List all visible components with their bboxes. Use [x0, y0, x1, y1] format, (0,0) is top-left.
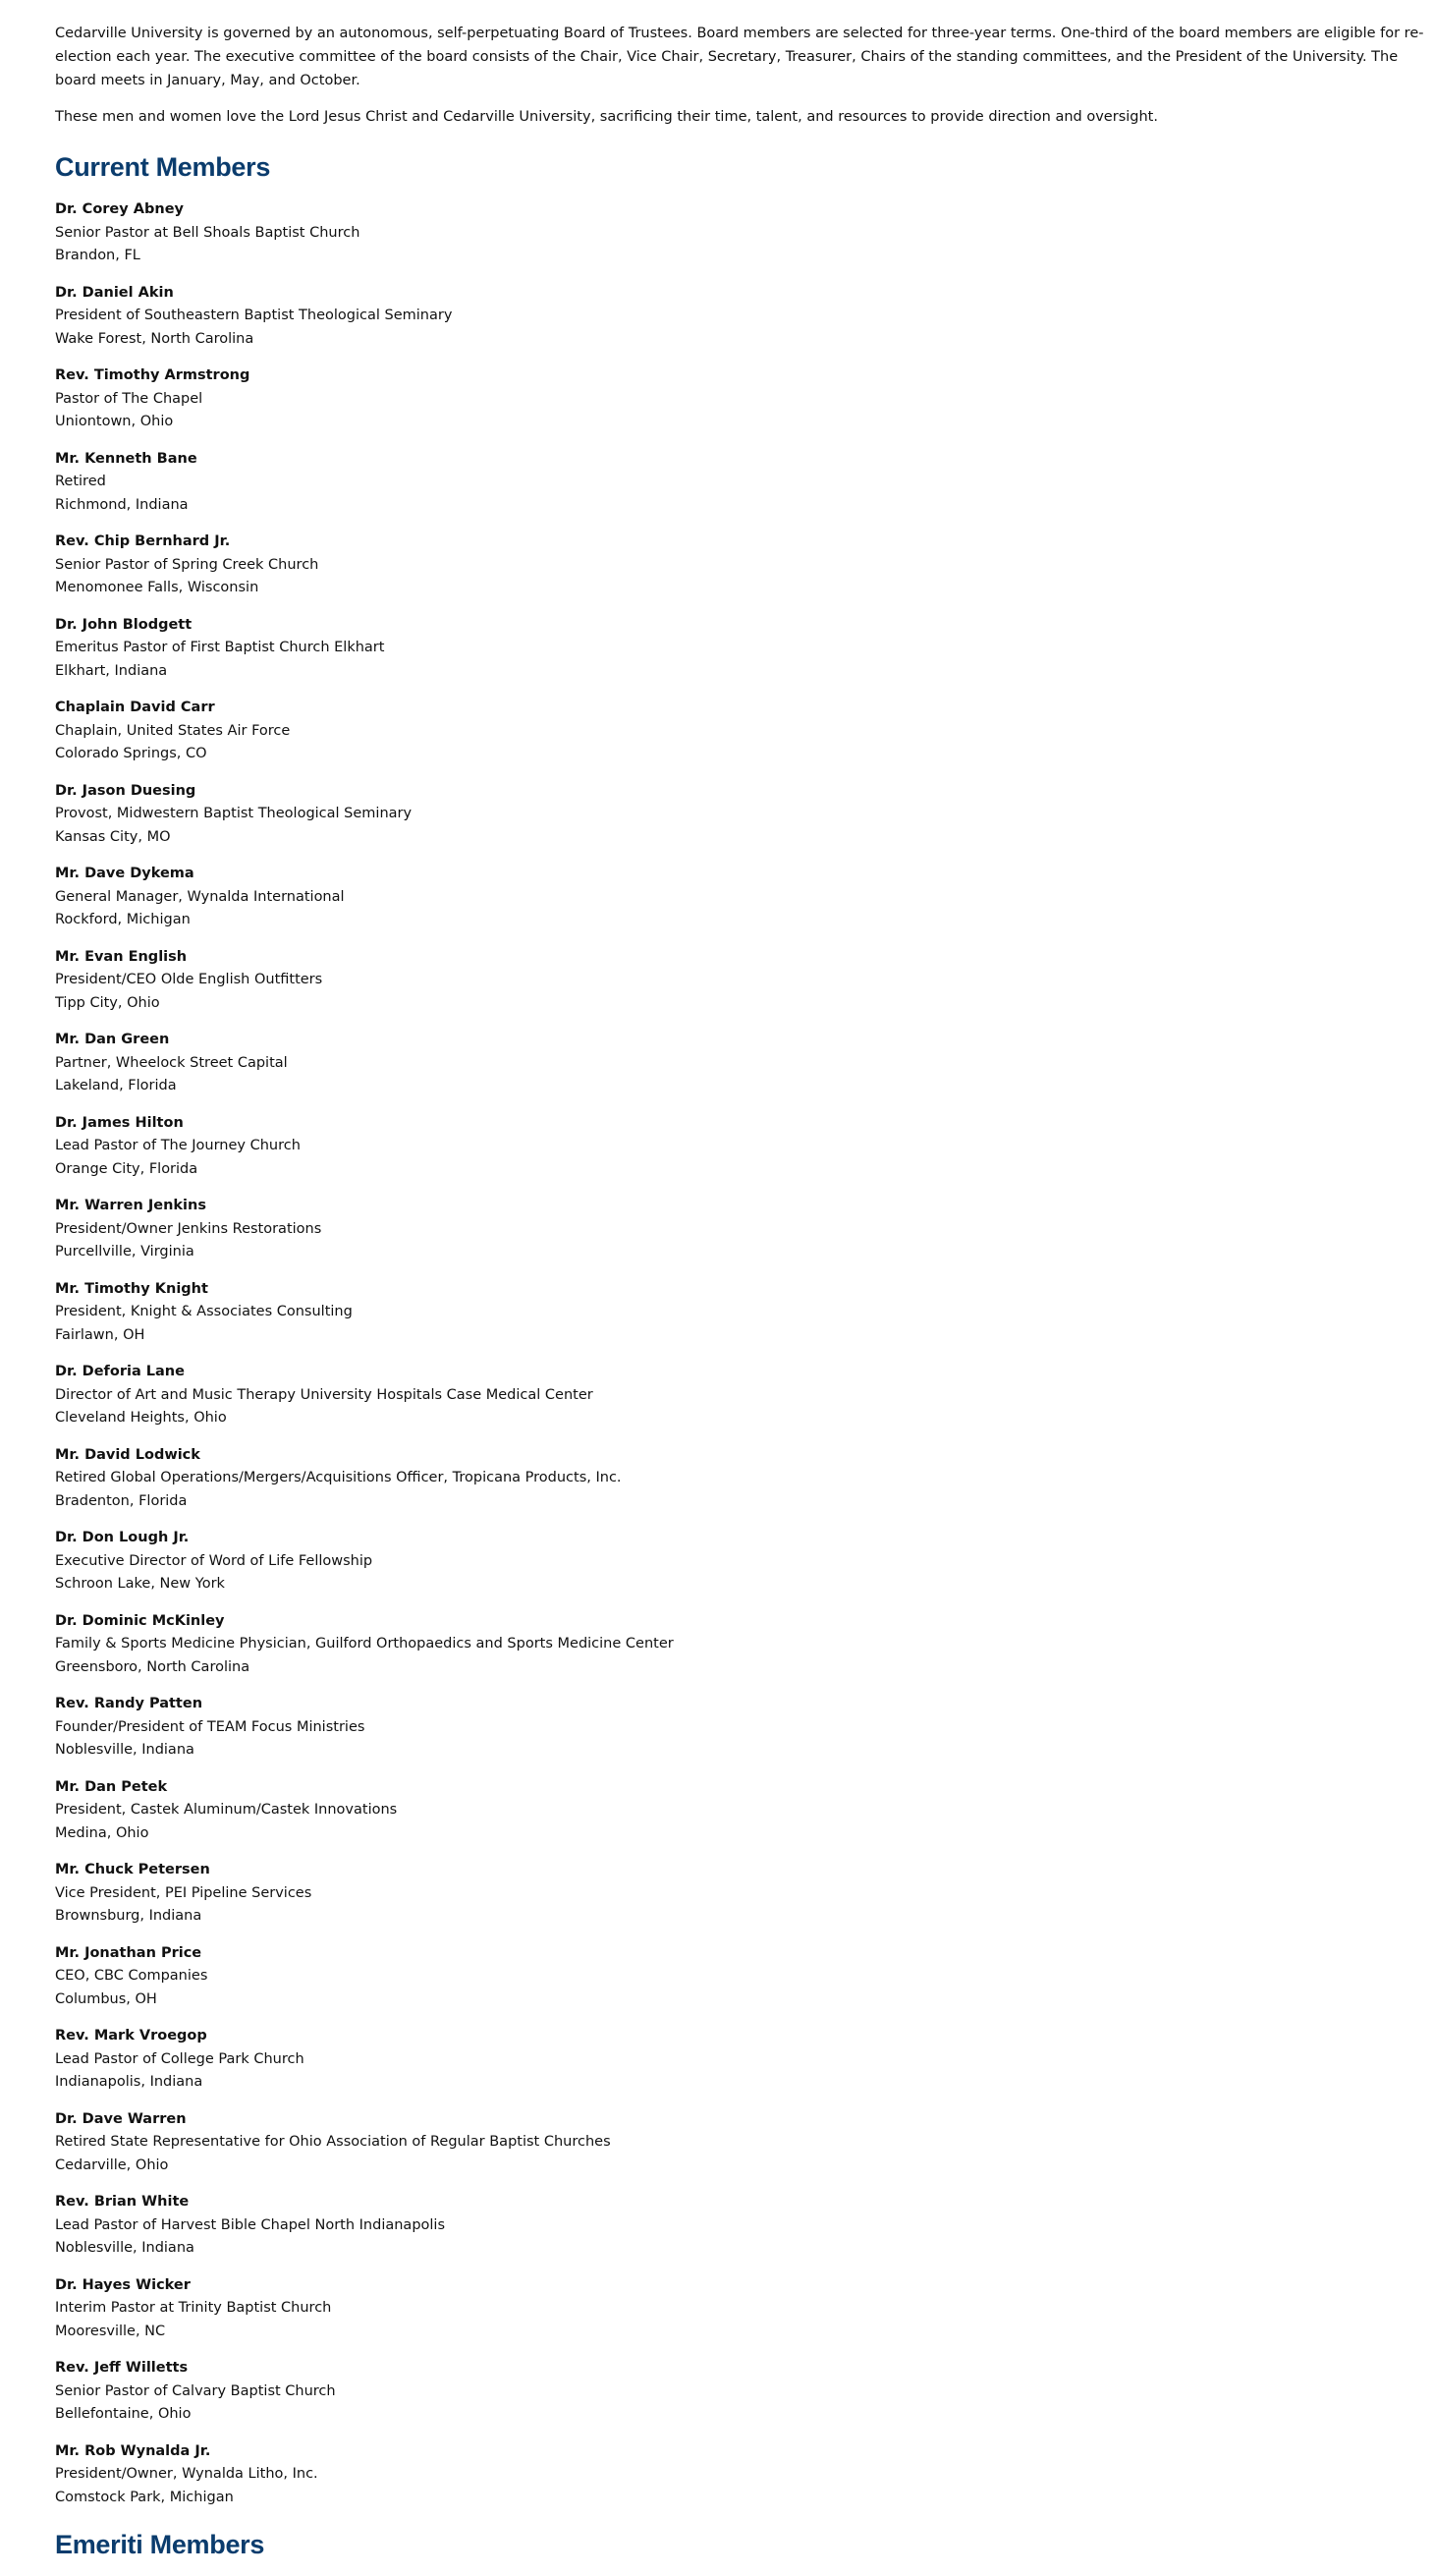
current-members-heading: Current Members — [55, 152, 271, 182]
member-entry — [55, 946, 1430, 1030]
member-name: Dr. Dave Warren — [55, 2110, 187, 2127]
member-title: Retired State Representative for Ohio Association of Regular Baptist Churches — [55, 2134, 611, 2150]
member-name: Mr. Dan Petek — [55, 1778, 168, 1795]
member-location: Kansas City, MO — [55, 828, 171, 845]
member-location: Fairlawn, OH — [55, 1326, 145, 1343]
member-name: Rev. Randy Patten — [55, 1696, 203, 1711]
member-location: Bellefontaine, Ohio — [55, 2406, 192, 2422]
member-location: Greensboro, North Carolina — [55, 1658, 250, 1675]
member-name: Dr. Don Lough Jr. — [55, 1530, 190, 1545]
member-entry — [55, 1029, 1430, 1112]
member-location: Lakeland, Florida — [55, 1078, 177, 1093]
member-entry — [55, 1693, 1430, 1776]
member-entry — [55, 780, 1430, 864]
member-title: Chaplain, United States Air Force — [55, 722, 291, 739]
member-location: Medina, Ohio — [55, 1824, 149, 1841]
member-location: Rockford, Michigan — [55, 912, 191, 927]
member-title: Interim Pastor at Trinity Baptist Church — [55, 2300, 332, 2316]
member-location: Tipp City, Ohio — [55, 994, 160, 1011]
member-title: Executive Director of Word of Life Fellowship — [55, 1552, 373, 1569]
member-location: Noblesville, Indiana — [55, 1742, 194, 1758]
member-title: Senior Pastor at Bell Shoals Baptist Church — [55, 224, 360, 241]
member-title: Retired Global Operations/Mergers/Acquisitions Officer, Tropicana Products, Inc. — [55, 1470, 622, 1485]
intro-paragraph-mission: These men and women love the Lord Jesus Christ and Cedarville University, sacrificing their time, talent, and resources to provide direction and oversight. — [55, 109, 1158, 125]
member-title: CEO, CBC Companies — [55, 1968, 208, 1984]
member-title: President, Castek Aluminum/Castek Innovations — [55, 1802, 398, 1818]
member-location: Uniontown, Ohio — [55, 414, 174, 429]
member-title: President/Owner, Wynalda Litho, Inc. — [55, 2466, 318, 2482]
member-name: Mr. Chuck Petersen — [55, 1862, 210, 1877]
member-title: Senior Pastor of Spring Creek Church — [55, 556, 319, 573]
emeriti-members-heading: Emeriti Members — [55, 2530, 265, 2559]
member-location: Columbus, OH — [55, 1990, 157, 2007]
intro-paragraph-governance: Cedarville University is governed by an autonomous, self-perpetuating Board of Trustees. Board members are selected for three-year terms. One-third of the board members are eligible for re-election each year. The executive committee of the board consists of the Chair, Vice Chair, Secretary, Treasurer, Chairs of the standing committees, and the President of the University. The board meets in January, May, and October. — [55, 26, 1424, 88]
member-name: Dr. Corey Abney — [55, 201, 184, 217]
member-name: Mr. Warren Jenkins — [55, 1198, 206, 1213]
member-location: Purcellville, Virginia — [55, 1244, 194, 1260]
member-location: Brownsburg, Indiana — [55, 1908, 202, 1924]
member-name: Rev. Chip Bernhard Jr. — [55, 533, 231, 549]
page-content — [55, 22, 1430, 2576]
member-location: Wake Forest, North Carolina — [55, 330, 254, 347]
member-entry — [55, 2440, 1430, 2524]
member-name: Mr. Kenneth Bane — [55, 450, 197, 467]
member-title: Lead Pastor of Harvest Bible Chapel North Indianapolis — [55, 2216, 446, 2233]
member-location: Indianapolis, Indiana — [55, 2074, 203, 2090]
member-location: Elkhart, Indiana — [55, 662, 168, 679]
member-name: Mr. Jonathan Price — [55, 1944, 202, 1961]
member-title: President/Owner Jenkins Restorations — [55, 1220, 322, 1237]
member-location: Comstock Park, Michigan — [55, 2489, 234, 2505]
member-entry — [55, 1112, 1430, 1196]
member-name: Mr. Timothy Knight — [55, 1280, 208, 1297]
member-title: Retired — [55, 474, 106, 489]
member-entry — [55, 2108, 1430, 2192]
member-entry — [55, 614, 1430, 698]
member-entry — [55, 2191, 1430, 2274]
member-name: Dr. Deforia Lane — [55, 1364, 185, 1379]
member-entry — [55, 1859, 1430, 1942]
member-title: Family & Sports Medicine Physician, Guilford Orthopaedics and Sports Medicine Center — [55, 1636, 674, 1652]
member-location: Bradenton, Florida — [55, 1492, 188, 1509]
member-entry — [55, 1361, 1430, 1444]
member-title: Provost, Midwestern Baptist Theological Seminary — [55, 806, 413, 821]
member-title: President of Southeastern Baptist Theological Seminary — [55, 308, 453, 323]
member-name: Rev. Timothy Armstrong — [55, 367, 250, 383]
member-title: Pastor of The Chapel — [55, 390, 203, 407]
member-location: Noblesville, Indiana — [55, 2240, 194, 2256]
member-name: Rev. Brian White — [55, 2194, 190, 2210]
member-entry — [55, 364, 1430, 448]
member-entry — [55, 448, 1430, 532]
member-name: Mr. David Lodwick — [55, 1446, 200, 1463]
member-title: Lead Pastor of The Journey Church — [55, 1138, 301, 1153]
member-entry — [55, 282, 1430, 365]
member-title: President, Knight & Associates Consulting — [55, 1304, 353, 1319]
member-name: Mr. Evan English — [55, 948, 188, 965]
member-location: Richmond, Indiana — [55, 496, 189, 513]
member-location: Colorado Springs, CO — [55, 746, 207, 761]
member-entry — [55, 1278, 1430, 1362]
member-name: Rev. Mark Vroegop — [55, 2028, 207, 2044]
member-location: Mooresville, NC — [55, 2323, 166, 2339]
member-entry — [55, 1444, 1430, 1528]
member-name: Mr. Rob Wynalda Jr. — [55, 2442, 211, 2459]
member-entry — [55, 863, 1430, 946]
member-location: Menomonee Falls, Wisconsin — [55, 580, 259, 595]
member-name: Dr. Hayes Wicker — [55, 2276, 191, 2293]
member-location: Schroon Lake, New York — [55, 1576, 225, 1592]
member-location: Cedarville, Ohio — [55, 2156, 169, 2173]
member-name: Dr. John Blodgett — [55, 616, 193, 633]
member-title: Senior Pastor of Calvary Baptist Church — [55, 2382, 336, 2399]
member-entry — [55, 531, 1430, 614]
member-location: Orange City, Florida — [55, 1160, 198, 1177]
member-entry — [55, 1942, 1430, 2026]
member-title: Vice President, PEI Pipeline Services — [55, 1884, 312, 1901]
member-entry — [55, 2025, 1430, 2108]
member-entry — [55, 198, 1430, 282]
member-title: Director of Art and Music Therapy University Hospitals Case Medical Center — [55, 1386, 593, 1403]
member-entry — [55, 697, 1430, 780]
member-title: President/CEO Olde English Outfitters — [55, 972, 323, 987]
member-name: Dr. James Hilton — [55, 1114, 184, 1131]
member-title: Lead Pastor of College Park Church — [55, 2050, 304, 2067]
member-name: Chaplain David Carr — [55, 700, 215, 715]
member-name: Dr. Dominic McKinley — [55, 1612, 225, 1629]
member-entry — [55, 2274, 1430, 2358]
member-location: Cleveland Heights, Ohio — [55, 1410, 227, 1426]
member-title: General Manager, Wynalda International — [55, 888, 345, 905]
member-entry — [55, 1195, 1430, 1278]
member-name: Dr. Daniel Akin — [55, 284, 174, 301]
member-name: Mr. Dan Green — [55, 1032, 170, 1047]
member-entry — [55, 1776, 1430, 1860]
member-title: Founder/President of TEAM Focus Ministries — [55, 1718, 365, 1735]
members-list — [55, 198, 1430, 2523]
member-title: Partner, Wheelock Street Capital — [55, 1054, 288, 1071]
member-name: Rev. Jeff Willetts — [55, 2360, 189, 2376]
member-entry — [55, 2357, 1430, 2440]
member-name: Dr. Jason Duesing — [55, 782, 196, 799]
member-name: Mr. Dave Dykema — [55, 866, 194, 881]
member-entry — [55, 1527, 1430, 1610]
member-title: Emeritus Pastor of First Baptist Church Elkhart — [55, 640, 385, 655]
member-entry — [55, 1610, 1430, 1694]
member-location: Brandon, FL — [55, 248, 140, 263]
